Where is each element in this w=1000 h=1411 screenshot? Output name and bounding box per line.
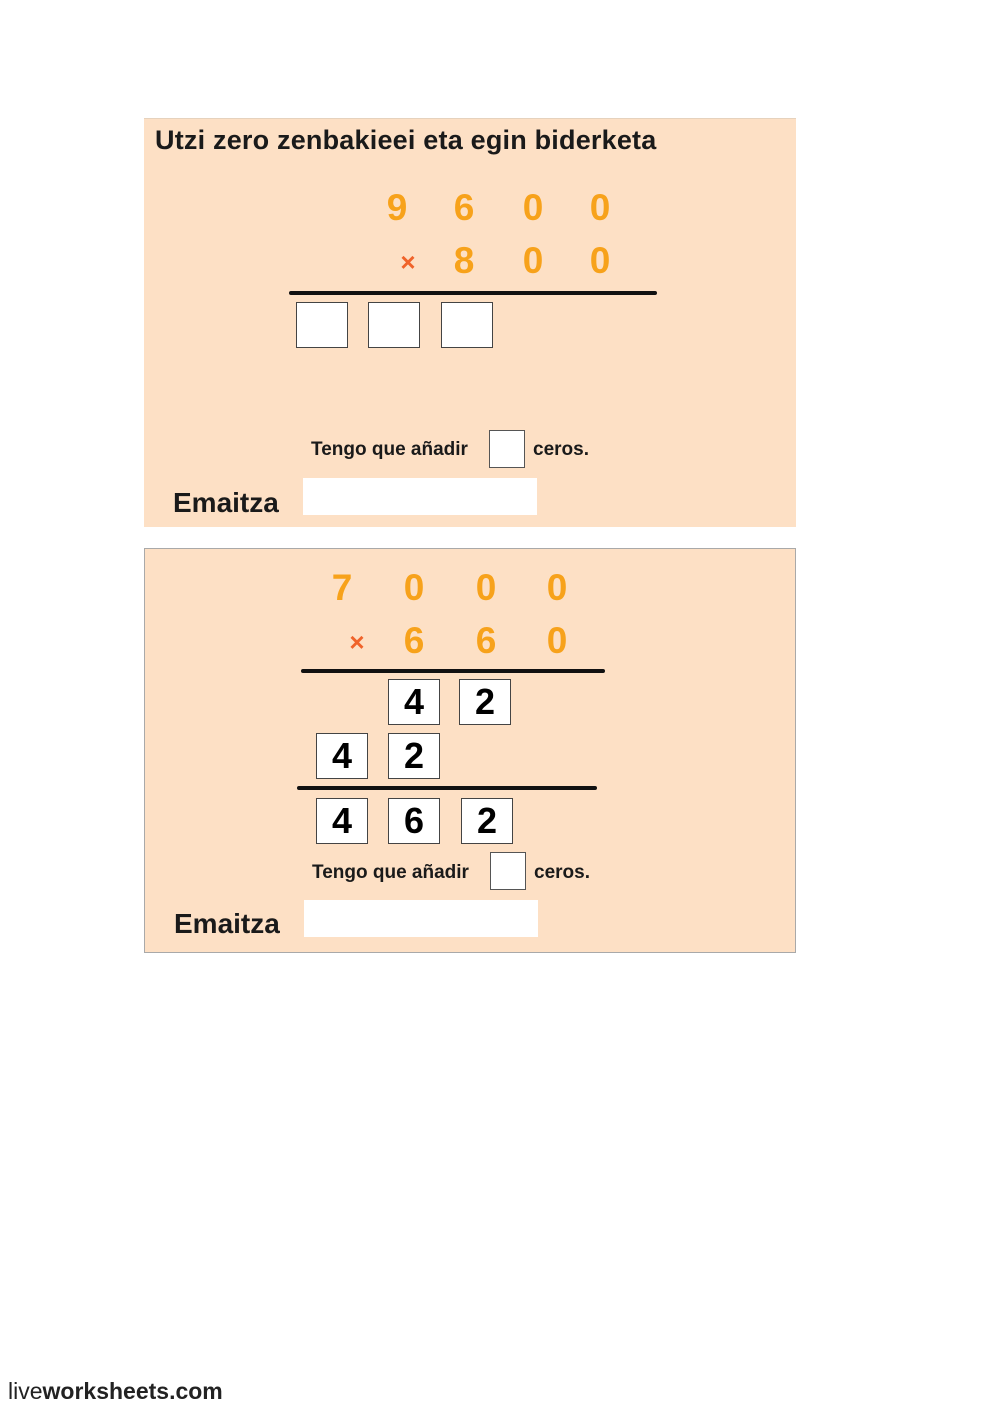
sum-box[interactable]: 6 — [388, 798, 440, 844]
result-label: Emaitza — [174, 908, 280, 939]
partial-product-box[interactable]: 2 — [388, 733, 440, 779]
answer-box[interactable] — [296, 302, 348, 348]
result-input[interactable] — [304, 900, 538, 937]
partial-product-box[interactable]: 4 — [316, 733, 368, 779]
result-input[interactable] — [303, 478, 537, 515]
multiplicand-digit: 6 — [453, 187, 475, 228]
answer-box[interactable] — [368, 302, 420, 348]
multiplicand-digit: 9 — [386, 187, 408, 228]
multiplicand-digit: 0 — [546, 567, 568, 608]
multiplicand-digit: 0 — [522, 187, 544, 228]
zeros-suffix-label: ceros. — [533, 439, 589, 460]
multiplier-digit: 0 — [546, 620, 568, 661]
multiplier-digit: 8 — [453, 240, 475, 281]
multiplicand-digit: 7 — [331, 567, 353, 608]
multiplicand-digit: 0 — [475, 567, 497, 608]
multiplier-digit: 0 — [522, 240, 544, 281]
multiplier-digit: 6 — [403, 620, 425, 661]
sum-rule — [289, 291, 657, 295]
sum-rule — [297, 786, 597, 790]
result-label: Emaitza — [173, 487, 279, 518]
partial-product-box[interactable]: 2 — [459, 679, 511, 725]
multiplier-digit: 6 — [475, 620, 497, 661]
exercise-title: Utzi zero zenbakieei eta egin biderketa — [155, 125, 657, 155]
answer-box[interactable] — [441, 302, 493, 348]
exercise-2-panel — [144, 548, 796, 953]
brand-bold-text: worksheets — [42, 1378, 170, 1404]
sum-box[interactable]: 2 — [461, 798, 513, 844]
exercise-1-panel — [144, 118, 796, 527]
partial-product-box[interactable]: 4 — [388, 679, 440, 725]
zeros-count-box[interactable] — [490, 852, 526, 890]
multiplicand-digit: 0 — [589, 187, 611, 228]
brand-light-text: live — [8, 1378, 43, 1404]
zeros-suffix-label: ceros. — [534, 862, 590, 883]
product-rule — [301, 669, 605, 673]
liveworksheets-logo — [8, 1378, 223, 1405]
multiplicand-digit: 0 — [403, 567, 425, 608]
times-sign: × — [349, 627, 365, 657]
multiplier-digit: 0 — [589, 240, 611, 281]
brand-tld-text: .com — [169, 1378, 223, 1404]
zeros-count-box[interactable] — [489, 430, 525, 468]
zeros-prefix-label: Tengo que añadir — [312, 862, 469, 883]
sum-box[interactable]: 4 — [316, 798, 368, 844]
times-sign: × — [400, 247, 416, 277]
zeros-prefix-label: Tengo que añadir — [311, 439, 468, 460]
